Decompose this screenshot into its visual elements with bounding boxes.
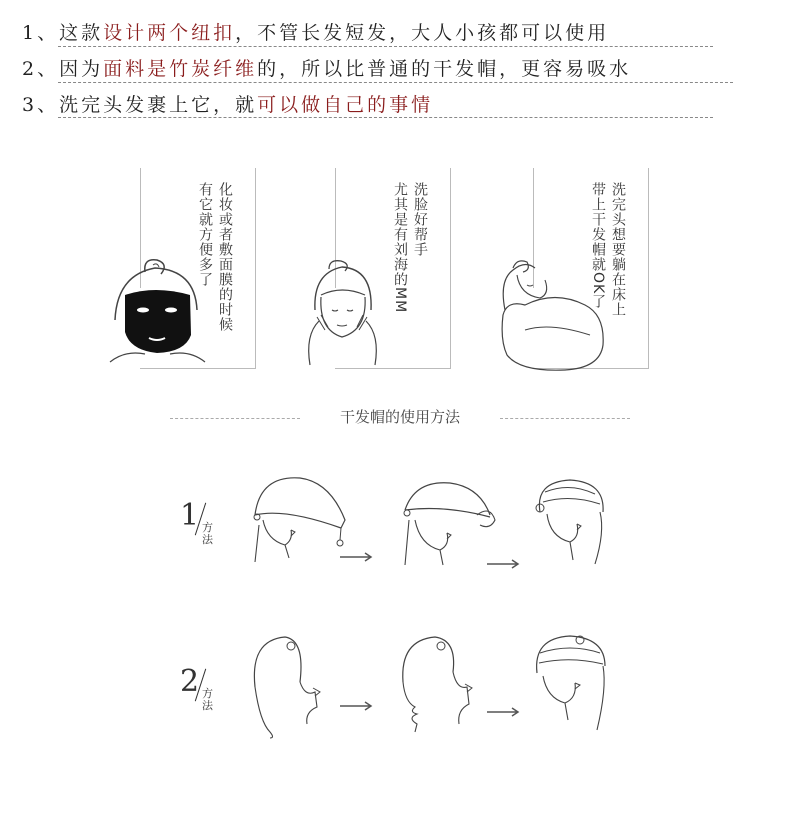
tip-text: 这款 <box>59 22 104 44</box>
tip-highlight: 设计两个纽扣 <box>103 22 236 44</box>
tip-text: 的，所以比普通的干发帽，更容易吸水 <box>257 58 632 80</box>
face-mask-illustration <box>105 250 215 365</box>
tip-underline <box>58 117 713 118</box>
method-1-label <box>180 498 220 548</box>
method-1-step-2 <box>395 475 500 570</box>
arrow-right-icon <box>340 701 374 711</box>
tip-underline <box>58 82 733 83</box>
method-number: 1 <box>180 498 200 533</box>
tip-2 <box>22 57 631 81</box>
method-word: 方法 <box>202 521 213 546</box>
tip-text: 洗完头发裹上它，就 <box>59 94 258 116</box>
section-divider-right <box>500 418 630 419</box>
method-1-step-3 <box>525 472 615 570</box>
tip-number: 1、 <box>22 22 60 44</box>
method-2-step-2 <box>395 632 475 742</box>
scene-caption: 化妆或者敷面膜的时候 <box>217 182 233 332</box>
scene-caption: 有它就方便多了 <box>197 182 213 287</box>
section-title: 干发帽的使用方法 <box>339 408 460 426</box>
tip-text: 因为 <box>59 58 104 80</box>
face-wash-illustration <box>295 255 390 375</box>
arrow-right-icon <box>487 707 521 717</box>
tip-3 <box>22 93 433 117</box>
scene-caption: 带上干发帽就OK了 <box>590 182 606 310</box>
bed-illustration <box>495 250 610 375</box>
tip-number: 2、 <box>22 58 60 80</box>
tip-text: ，不管长发短发，大人小孩都可以使用 <box>235 22 610 44</box>
method-2-label <box>180 664 220 714</box>
scene-caption: 尤其是有刘海的MM <box>392 182 408 314</box>
scene-caption: 洗脸好帮手 <box>412 182 428 257</box>
tip-1 <box>22 21 609 45</box>
method-2-step-3 <box>525 628 615 738</box>
arrow-right-icon <box>340 552 374 562</box>
scene-caption: 洗完头想要躺在床上 <box>610 182 626 317</box>
method-number: 2 <box>180 664 200 699</box>
tip-highlight: 面料是竹炭纤维 <box>103 58 258 80</box>
tip-number: 3、 <box>22 94 60 116</box>
method-word: 方法 <box>202 687 213 712</box>
method-1-step-1 <box>245 470 355 570</box>
tip-highlight: 可以做自己的事情 <box>257 94 434 116</box>
section-divider-left <box>170 418 300 419</box>
arrow-right-icon <box>487 559 521 569</box>
tip-underline <box>58 46 713 47</box>
method-2-step-1 <box>245 632 325 742</box>
